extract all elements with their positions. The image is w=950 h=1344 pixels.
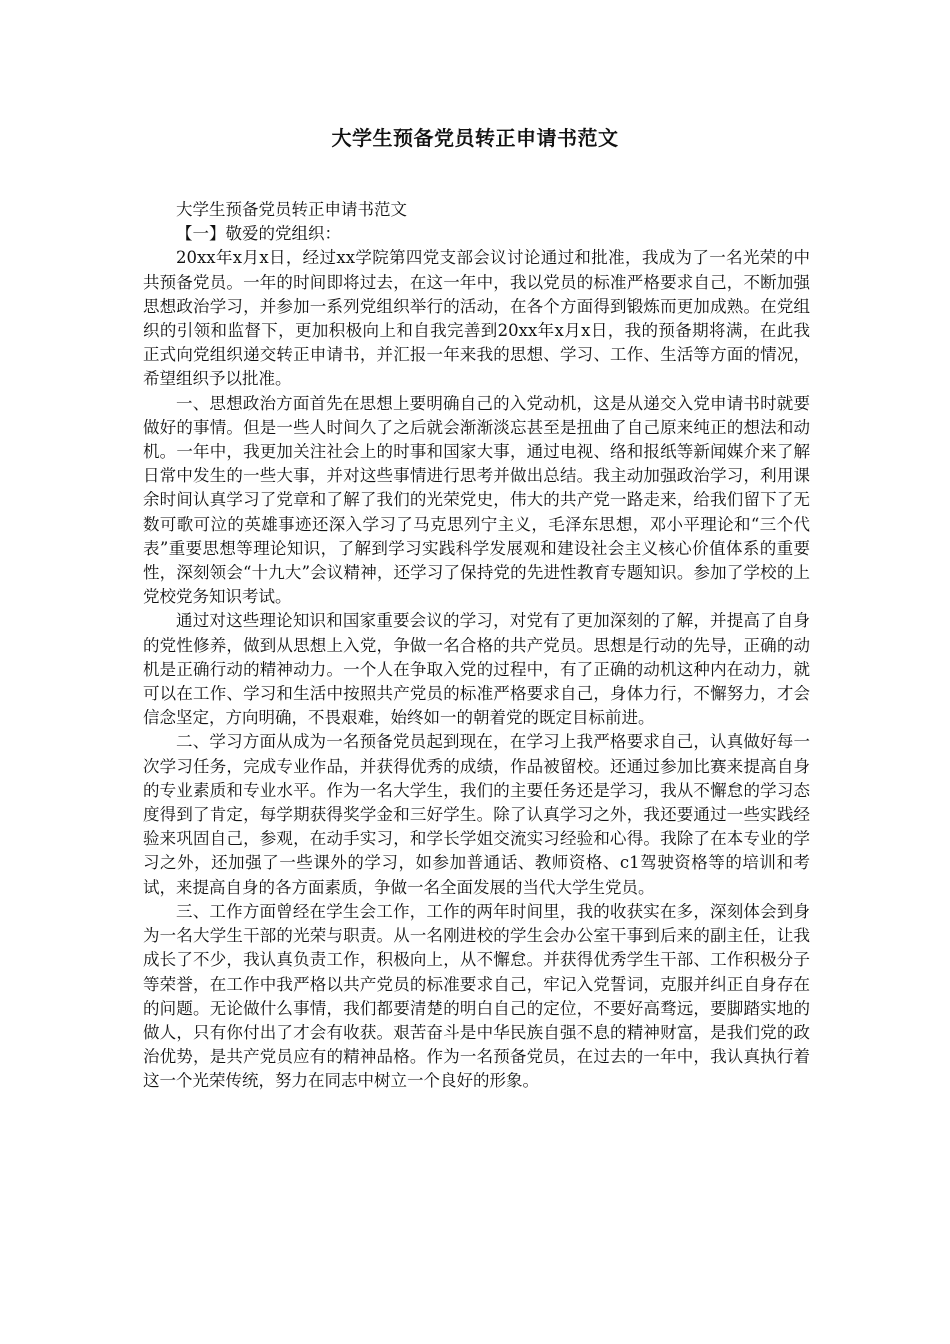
document-body — [143, 198, 810, 1094]
salutation: 【一】敬爱的党组织： — [176, 224, 341, 244]
paragraph-intro: 20xx年x月x日，经过xx学院第四党支部会议讨论通过和批准，我成为了一名光荣的中共预备党员。一年的时间即将过去，在这一年中，我以党员的标准严格要求自己，不断加强思想政治学习，并参加一系列党组织举行的活动，在各个方面得到锻炼而更加成熟。在党组织的引领和监督下，更加积极向上和自我完善到20xx年x月x日，我的预备期将满，在此我正式向党组织递交转正申请书，并汇报一年来我的思想、学习、工作、生活等方面的情况，希望组织予以批准。 — [143, 248, 810, 389]
paragraph-work: 三、工作方面曾经在学生会工作，工作的两年时间里，我的收获实在多，深刻体会到身为一名大学生干部的光荣与职责。从一名刚进校的学生会办公室干事到后来的副主任，让我成长了不少，我认真负责工作，积极向上，从不懈怠。并获得优秀学生干部、工作积极分子等荣誉，在工作中我严格以共产党员的标准要求自己，牢记入党誓词，克服并纠正自身存在的问题。无论做什么事情，我们都要清楚的明白自己的定位，不要好高骛远，要脚踏实地的做人，只有你付出了才会有收获。艰苦奋斗是中华民族自强不息的精神财富，是我们党的政治优势，是共产党员应有的精神品格。作为一名预备党员，在过去的一年中，我认真执行着这一个光荣传统，努力在同志中树立一个良好的形象。 — [143, 901, 810, 1091]
paragraph-study: 二、学习方面从成为一名预备党员起到现在，在学习上我严格要求自己，认真做好每一次学习任务，完成专业作品，并获得优秀的成绩，作品被留校。还通过参加比赛来提高自身的专业素质和专业水平。作为一名大学生，我们的主要任务还是学习，我从不懈怠的学习态度得到了肯定，每学期获得奖学金和三好学生。除了认真学习之外，我还要通过一些实践经验来巩固自己，参观，在动手实习，和学长学姐交流实习经验和心得。我除了在本专业的学习之外，还加强了一些课外的学习，如参加普通话、教师资格、c1驾驶资格等的培训和考试，来提高自身的各方面素质，争做一名全面发展的当代大学生党员。 — [143, 732, 810, 897]
document-title: 大学生预备党员转正申请书范文 — [331, 126, 619, 150]
document-subtitle: 大学生预备党员转正申请书范文 — [176, 200, 407, 219]
paragraph-ideology: 一、思想政治方面首先在思想上要明确自己的入党动机，这是从递交入党申请书时就要做好的事情。但是一些人时间久了之后就会渐渐淡忘甚至是扭曲了自己原来纯正的想法和动机。一年中，我更加关注社会上的时事和国家大事，通过电视、络和报纸等新闻媒介来了解日常中发生的一些大事，并对这些事情进行思考并做出总结。我主动加强政治学习，利用课余时间认真学习了党章和了解了我们的光荣党史，伟大的共产党一路走来，给我们留下了无数可歌可泣的英雄事迹还深入学习了马克思列宁主义，毛泽东思想，邓小平理论和“三个代表”重要思想等理论知识，了解到学习实践科学发展观和建设社会主义核心价值体系的重要性，深刻领会“十九大”会议精神，还学习了保持党的先进性教育专题知识。参加了学校的上党校党务知识考试。 — [143, 393, 810, 607]
paragraph-theory-study: 通过对这些理论知识和国家重要会议的学习，对党有了更加深刻的了解，并提高了自身的党性修养，做到从思想上入党，争做一名合格的共产党员。思想是行动的先导，正确的动机是正确行动的精神动力。一个人在争取入党的过程中，有了正确的动机这种内在动力，就可以在工作、学习和生活中按照共产党员的标准严格要求自己，身体力行，不懈努力，才会信念坚定，方向明确，不畏艰难，始终如一的朝着党的既定目标前进。 — [143, 611, 810, 728]
